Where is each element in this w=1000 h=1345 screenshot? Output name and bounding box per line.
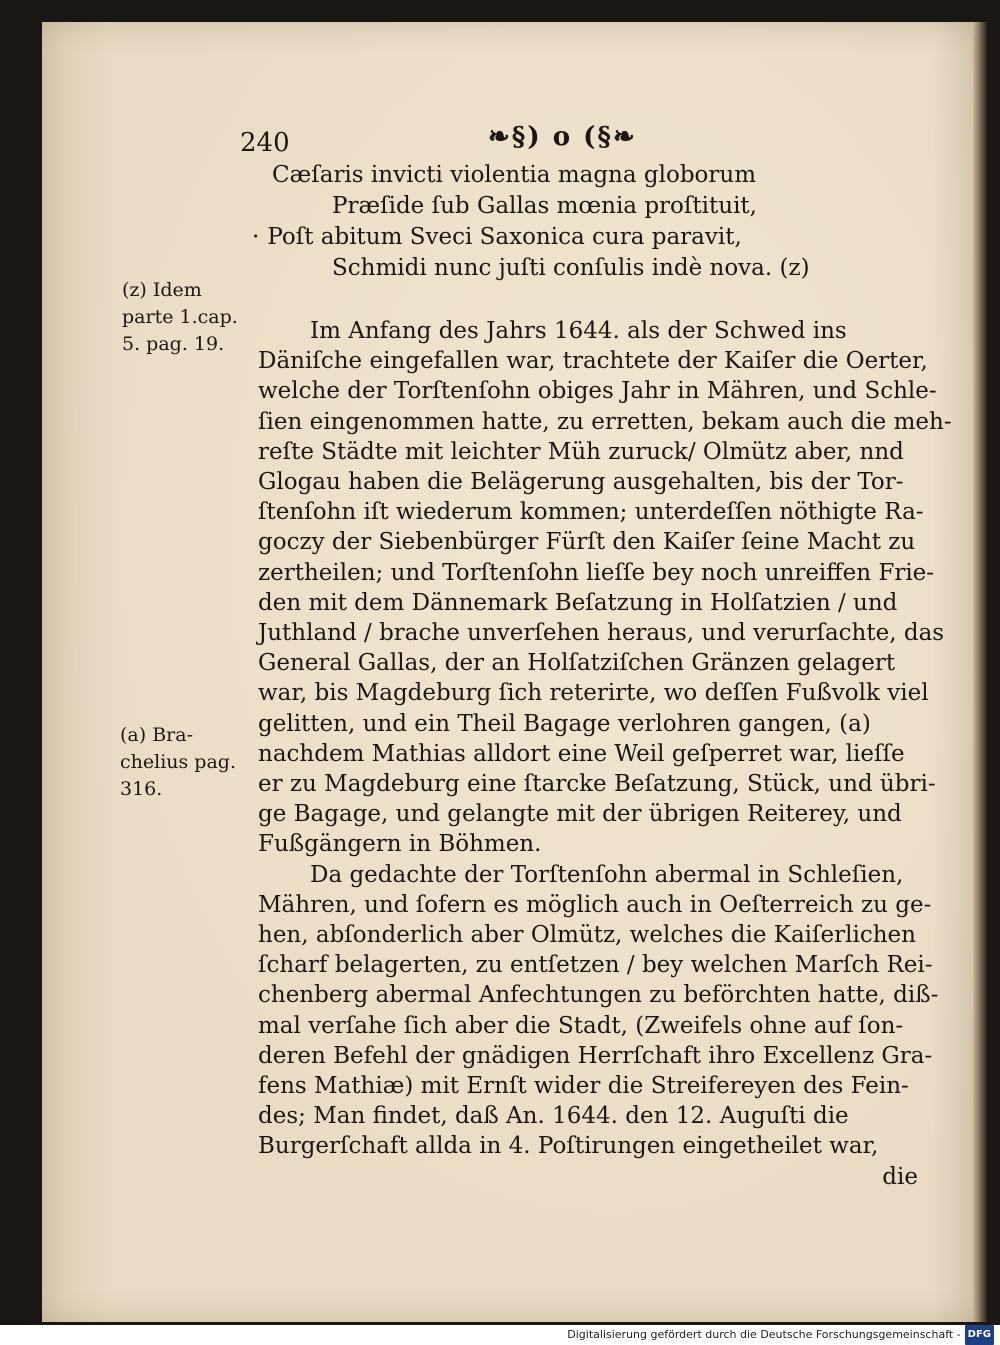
page-number: 240 bbox=[240, 128, 290, 158]
body-line: Juthland / brache unverſehen heraus, und verurſachte, das bbox=[258, 620, 945, 647]
page-spine-shadow bbox=[973, 22, 987, 1322]
body-line: er zu Magdeburg eine ſtarcke Beſatzung, Stück, und übri- bbox=[258, 771, 936, 798]
header-ornament: ❧§) o (§❧ bbox=[488, 122, 637, 152]
body-line: Burgerſchaft allda in 4. Poſtirungen eingetheilet war, bbox=[258, 1133, 879, 1160]
body-line: reſte Städte mit leichter Müh zuruck/ Olmütz aber, nnd bbox=[258, 438, 904, 465]
body-line: nachdem Mathias alldort eine Weil geſperret war, lieſſe bbox=[258, 740, 905, 767]
body-line: ſien eingenommen hatte, zu erretten, bekam auch die meh- bbox=[258, 408, 952, 435]
margin-note-a bbox=[120, 722, 260, 803]
body-line: Glogau haben die Belägerung ausgehalten, bis der Tor- bbox=[258, 469, 904, 496]
catchword: die bbox=[882, 1163, 918, 1190]
body-line: hen, abſonderlich aber Olmütz, welches die Kaiſerlichen bbox=[258, 922, 916, 949]
verse-line: Schmidi nunc juſti conſulis indè nova. (z) bbox=[332, 255, 810, 281]
body-line: Däniſche eingefallen war, trachtete der Kaiſer die Oerter, bbox=[258, 348, 928, 375]
margin-note-line: (z) Idem bbox=[122, 279, 202, 301]
digitization-footer bbox=[0, 1325, 1000, 1345]
margin-note-line: 5. pag. 19. bbox=[122, 333, 225, 355]
body-line: des; Man findet, daß An. 1644. den 12. Auguſti die bbox=[258, 1103, 849, 1130]
margin-note-line: parte 1.cap. bbox=[122, 306, 238, 328]
body-line: ge Bagage, und gelangte mit der übrigen Reiterey, und bbox=[258, 801, 902, 828]
body-line: fens Mathiæ) mit Ernſt wider die Streifereyen des Fein- bbox=[258, 1073, 909, 1100]
body-line: zertheilen; und Torſtenſohn lieſſe bey noch unreiffen Frie- bbox=[258, 559, 935, 586]
body-line: Fußgängern in Böhmen. bbox=[258, 831, 542, 858]
body-line: Mähren, und ſofern es möglich auch in Oeſterreich zu ge- bbox=[258, 891, 932, 918]
margin-dot-icon: · bbox=[252, 224, 260, 250]
verse-line: Poſt abitum Sveci Saxonica cura paravit, bbox=[267, 224, 742, 250]
body-line: goczy der Siebenbürger Fürſt den Kaiſer ſeine Macht zu bbox=[258, 529, 916, 556]
margin-note-z bbox=[122, 277, 262, 358]
body-text bbox=[258, 316, 952, 1192]
footer-credit-text: Digitalisierung gefördert durch die Deutsche Forschungsgemeinschaft - bbox=[567, 1328, 961, 1341]
margin-note-line: chelius pag. bbox=[120, 751, 236, 773]
body-line: war, bis Magdeburg ſich reterirte, wo deſſen Fußvolk viel bbox=[258, 680, 929, 707]
body-line: chenberg abermal Anfechtungen zu beförchten hatte, diß- bbox=[258, 982, 939, 1009]
body-line: Da gedachte der Torſtenſohn abermal in Schleſien, bbox=[310, 861, 904, 888]
body-line: General Gallas, der an Holſatziſchen Gränzen gelagert bbox=[258, 650, 896, 677]
body-line: welche der Torſtenſohn obiges Jahr in Mähren, und Schle- bbox=[258, 378, 937, 405]
margin-note-line: (a) Bra- bbox=[120, 724, 193, 746]
body-line: ſtenſohn iſt wiederum kommen; unterdeſſen nöthigte Ra- bbox=[258, 499, 924, 526]
body-line: Im Anfang des Jahrs 1644. als der Schwed ins bbox=[310, 318, 847, 344]
body-line: deren Befehl der gnädigen Herrſchaft ihro Excellenz Gra- bbox=[258, 1042, 933, 1069]
dfg-logo: DFG bbox=[965, 1325, 994, 1345]
margin-note-line: 316. bbox=[120, 778, 163, 800]
verse-line: Cæſaris invicti violentia magna globorum bbox=[272, 162, 757, 188]
verse-line: Præſide ſub Gallas mœnia proſtituit, bbox=[332, 193, 757, 219]
body-line: mal verſahe ſich aber die Stadt, (Zweifels ohne auf ſon- bbox=[258, 1012, 904, 1039]
latin-verse bbox=[252, 160, 892, 284]
body-line: ſcharf belagerten, zu entſetzen / bey welchen Marſch Rei- bbox=[258, 952, 933, 979]
body-line: gelitten, und ein Theil Bagage verlohren gangen, (a) bbox=[258, 710, 871, 737]
body-line: den mit dem Dännemark Beſatzung in Holſatzien / und bbox=[258, 589, 898, 616]
